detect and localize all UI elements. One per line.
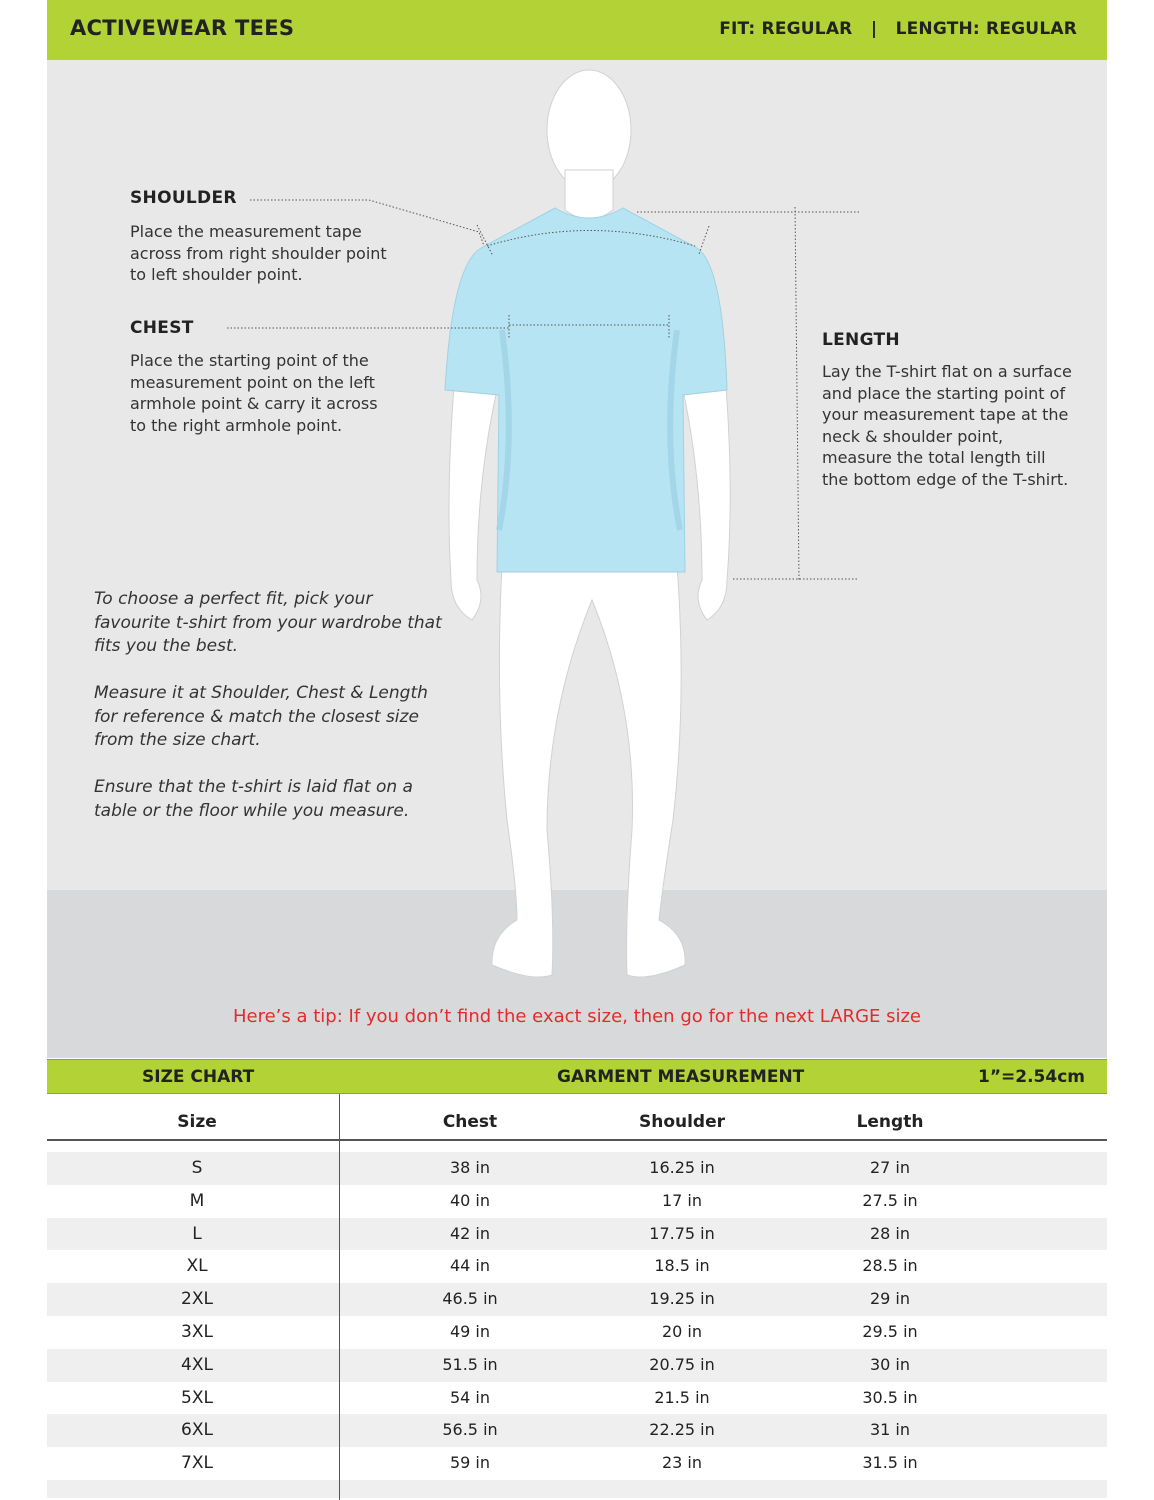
cell-shoulder: 17.75 in xyxy=(649,1223,715,1243)
tshirt-shape xyxy=(445,208,727,572)
chest-description: Place the starting point of the measurement point on the left armhole point & carry it across to the right armhole point. xyxy=(130,351,378,435)
column-header-size: Size xyxy=(177,1112,217,1132)
garment-measurement-title: GARMENT MEASUREMENT xyxy=(557,1067,805,1087)
cell-size: M xyxy=(189,1190,205,1211)
tip-paragraph: To choose a perfect fit, pick your favourite t-shirt from your wardrobe that fits you the best. xyxy=(94,589,442,656)
cell-shoulder: 23 in xyxy=(661,1453,703,1473)
cell-chest: 46.5 in xyxy=(442,1289,498,1309)
cell-chest: 38 in xyxy=(449,1158,491,1177)
table-row xyxy=(47,1152,1107,1185)
cell-shoulder: 19.25 in xyxy=(649,1289,715,1309)
cell-length: 28.5 in xyxy=(862,1256,918,1276)
cell-length: 31.5 in xyxy=(862,1453,918,1473)
cell-shoulder: 18.5 in xyxy=(654,1256,710,1276)
table-row xyxy=(47,1382,1107,1415)
cell-chest: 59 in xyxy=(449,1453,491,1473)
column-header-chest: Chest xyxy=(442,1112,498,1132)
cell-size: 7XL xyxy=(181,1453,213,1474)
table-row xyxy=(47,1283,1107,1316)
size-tip: Here’s a tip: If you don’t find the exact size, then go for the next LARGE size xyxy=(232,1006,922,1027)
size-table-body xyxy=(47,1152,1107,1498)
cell-length: 30.5 in xyxy=(862,1387,918,1407)
size-chart-bar xyxy=(47,1059,1107,1094)
table-row xyxy=(47,1250,1107,1283)
size-chart-title: SIZE CHART xyxy=(142,1067,255,1087)
cell-length: 30 in xyxy=(869,1354,911,1374)
shoulder-description: Place the measurement tape across from right shoulder point to left shoulder point. xyxy=(130,222,387,284)
tip-paragraph: Measure it at Shoulder, Chest & Length for reference & match the closest size from the size chart. xyxy=(94,683,428,750)
cell-length: 31 in xyxy=(869,1420,911,1440)
cell-size: 3XL xyxy=(181,1321,213,1342)
table-row xyxy=(47,1316,1107,1349)
cell-shoulder: 16.25 in xyxy=(649,1158,715,1177)
table-row xyxy=(47,1185,1107,1218)
shoulder-label: SHOULDER xyxy=(130,188,237,208)
unit-conversion: 1”=2.54cm xyxy=(978,1067,1085,1087)
length-label: LENGTH xyxy=(822,330,900,350)
cell-size: 6XL xyxy=(181,1420,213,1441)
table-column-divider xyxy=(339,1094,340,1500)
page-title: ACTIVEWEAR TEES xyxy=(70,16,295,40)
table-header xyxy=(47,1094,1107,1141)
cell-length: 29.5 in xyxy=(862,1321,918,1341)
fit-info: FIT: REGULAR | LENGTH: REGULAR xyxy=(719,19,1077,39)
table-row xyxy=(47,1414,1107,1447)
table-row xyxy=(47,1349,1107,1382)
cell-shoulder: 21.5 in xyxy=(654,1387,710,1407)
cell-size: 4XL xyxy=(181,1354,213,1375)
cell-shoulder: 20.75 in xyxy=(649,1354,715,1374)
cell-chest: 56.5 in xyxy=(442,1420,498,1440)
column-header-length: Length xyxy=(856,1112,924,1132)
tip-paragraph: Ensure that the t-shirt is laid flat on a table or the floor while you measure. xyxy=(94,777,413,821)
table-row xyxy=(47,1447,1107,1480)
table-row xyxy=(47,1218,1107,1251)
header-bar xyxy=(47,0,1107,60)
cell-chest: 51.5 in xyxy=(442,1354,498,1374)
cell-length: 29 in xyxy=(869,1289,911,1309)
cell-shoulder: 22.25 in xyxy=(649,1420,715,1440)
cell-size: 5XL xyxy=(181,1387,213,1408)
cell-size: 2XL xyxy=(181,1289,213,1310)
table-row-spacer xyxy=(47,1480,1107,1498)
cell-size: S xyxy=(191,1158,203,1178)
chest-label: CHEST xyxy=(130,318,194,338)
column-header-shoulder: Shoulder xyxy=(638,1112,726,1132)
cell-chest: 54 in xyxy=(449,1387,491,1407)
cell-length: 27.5 in xyxy=(862,1190,918,1210)
cell-size: L xyxy=(192,1223,202,1244)
size-guide xyxy=(47,0,1107,1500)
fit-tips xyxy=(94,588,454,847)
cell-size: XL xyxy=(186,1256,208,1277)
cell-length: 28 in xyxy=(869,1223,911,1243)
cell-chest: 42 in xyxy=(449,1223,491,1243)
cell-chest: 49 in xyxy=(449,1321,491,1341)
cell-shoulder: 17 in xyxy=(661,1190,703,1210)
length-description: Lay the T-shirt flat on a surface and place the starting point of your measurement tape at the neck & shoulder point, measure the total length till the bottom edge of the T-shirt. xyxy=(822,362,1072,489)
cell-chest: 44 in xyxy=(449,1256,491,1276)
cell-chest: 40 in xyxy=(449,1190,491,1210)
cell-length: 27 in xyxy=(869,1158,911,1177)
cell-shoulder: 20 in xyxy=(661,1321,703,1341)
